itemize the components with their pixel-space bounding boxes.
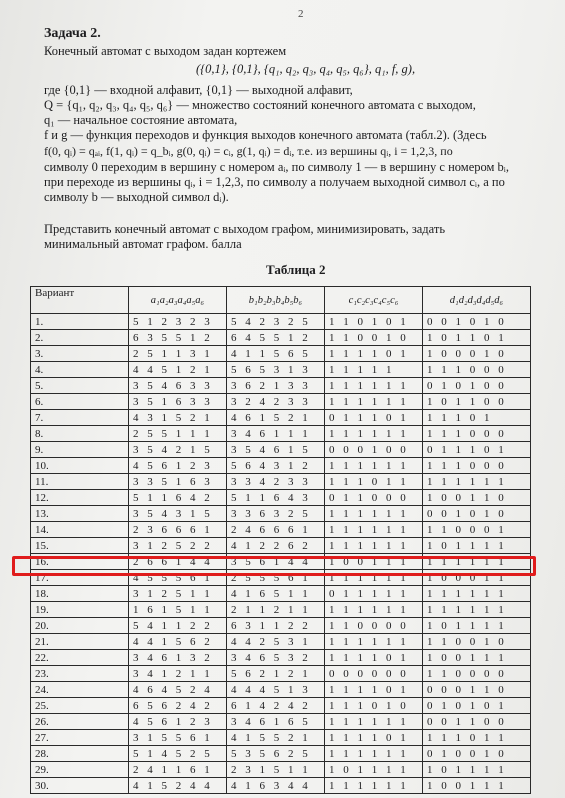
table-row	[31, 650, 531, 666]
definition-line: при переходе из вершины qᵢ, i = 1,2,3, по символу a получаем выходной символ cᵢ, а по	[44, 175, 505, 189]
value-cell: 5 4 2 3 2 5	[227, 314, 325, 330]
value-cell: 4 4 2 5 3 1	[227, 634, 325, 650]
value-cell: 1 0 1 1 1 1	[423, 538, 531, 554]
value-cell: 4 3 1 5 2 1	[129, 410, 227, 426]
variant-cell: 30.	[31, 778, 129, 794]
value-cell: 5 1 1 6 4 3	[227, 490, 325, 506]
value-cell: 3 1 2 5 1 1	[129, 586, 227, 602]
value-cell: 3 1 5 5 6 1	[129, 730, 227, 746]
table-row	[31, 346, 531, 362]
value-cell: 4 1 5 5 2 1	[227, 730, 325, 746]
automaton-tuple: ({0,1}, {0,1}, {q₁, q₂, q₃, q₄, q₅, q₆}, q₁, f, g),	[196, 62, 416, 76]
value-cell: 1 1 1 0 1	[423, 410, 531, 426]
value-cell: 1 0 0 0 1 0	[423, 346, 531, 362]
value-cell: 6 4 5 5 1 2	[227, 330, 325, 346]
variant-cell: 7.	[31, 410, 129, 426]
value-cell: 1 1 1 1 1 1	[325, 570, 423, 586]
value-cell: 3 4 6 1 6 5	[227, 714, 325, 730]
value-cell: 2 4 6 6 6 1	[227, 522, 325, 538]
value-cell: 1 1 1 1 1 1	[325, 426, 423, 442]
value-cell: 2 3 6 6 6 1	[129, 522, 227, 538]
value-cell: 1 1 1 1 1	[325, 362, 423, 378]
value-cell: 0 1 1 1 1 1	[325, 586, 423, 602]
variant-cell: 6.	[31, 394, 129, 410]
value-cell: 6 5 6 2 4 2	[129, 698, 227, 714]
value-cell: 1 1 1 1 1 1	[325, 634, 423, 650]
value-cell: 4 6 1 5 2 1	[227, 410, 325, 426]
variant-cell: 5.	[31, 378, 129, 394]
value-cell: 2 4 1 1 6 1	[129, 762, 227, 778]
table-row	[31, 762, 531, 778]
variant-cell: 13.	[31, 506, 129, 522]
table-row	[31, 602, 531, 618]
value-cell: 2 5 5 5 6 1	[227, 570, 325, 586]
value-cell: 3 5 4 6 1 5	[227, 442, 325, 458]
value-cell: 5 6 2 1 2 1	[227, 666, 325, 682]
header-b: b₁b₂b₃b₄b₅b₆	[227, 287, 325, 314]
value-cell: 3 3 5 1 6 3	[129, 474, 227, 490]
header-c: c₁c₂c₃c₄c₅c₆	[325, 287, 423, 314]
value-cell: 1 0 1 1 1 1	[325, 762, 423, 778]
value-cell: 1 1 0 0 1 0	[325, 330, 423, 346]
value-cell: 1 0 0 1 1 1	[325, 554, 423, 570]
variant-cell: 11.	[31, 474, 129, 490]
value-cell: 3 5 6 1 4 4	[227, 554, 325, 570]
value-cell: 5 6 5 3 1 3	[227, 362, 325, 378]
value-cell: 1 1 1 1 1 1	[325, 538, 423, 554]
table-row	[31, 314, 531, 330]
variant-cell: 28.	[31, 746, 129, 762]
value-cell: 1 1 1 1 1 1	[325, 506, 423, 522]
table-row	[31, 714, 531, 730]
variant-cell: 21.	[31, 634, 129, 650]
variant-cell: 29.	[31, 762, 129, 778]
header-variant: Вариант	[31, 287, 129, 314]
table-row	[31, 378, 531, 394]
table-row	[31, 682, 531, 698]
table-row	[31, 554, 531, 570]
variant-cell: 26.	[31, 714, 129, 730]
value-cell: 1 1 0 0 0 0	[325, 618, 423, 634]
value-cell: 2 6 6 1 4 4	[129, 554, 227, 570]
value-cell: 1 0 1 1 1 1	[423, 762, 531, 778]
value-cell: 6 3 1 1 2 2	[227, 618, 325, 634]
definition-line: q₁ — начальное состояние автомата,	[44, 113, 238, 127]
value-cell: 1 1 1 0 0 0	[423, 458, 531, 474]
value-cell: 1 1 1 1 1 1	[325, 394, 423, 410]
value-cell: 1 1 1 1 1 1	[325, 602, 423, 618]
value-cell: 1 1 1 1 1 1	[423, 602, 531, 618]
value-cell: 5 1 4 5 2 5	[129, 746, 227, 762]
table-row	[31, 698, 531, 714]
value-cell: 1 1 1 1 1 1	[423, 554, 531, 570]
variant-cell: 23.	[31, 666, 129, 682]
value-cell: 4 5 6 1 2 3	[129, 714, 227, 730]
table-row	[31, 330, 531, 346]
value-cell: 3 3 4 2 3 3	[227, 474, 325, 490]
variant-cell: 17.	[31, 570, 129, 586]
value-cell: 1 1 0 1 0 1	[325, 314, 423, 330]
value-cell: 1 0 0 1 1 1	[423, 650, 531, 666]
value-cell: 0 0 0 0 0 0	[325, 666, 423, 682]
value-cell: 1 1 1 1 1 1	[423, 586, 531, 602]
table-row	[31, 426, 531, 442]
value-cell: 3 4 6 1 1 1	[227, 426, 325, 442]
value-cell: 1 1 1 1 1 1	[325, 458, 423, 474]
value-cell: 3 4 6 5 3 2	[227, 650, 325, 666]
definition-line: символу 0 переходим в вершину с номером aᵢ, по символу 1 — в вершину с номером bᵢ,	[44, 160, 509, 174]
page-number: 2	[298, 8, 304, 20]
table-row	[31, 490, 531, 506]
value-cell: 3 2 4 2 3 3	[227, 394, 325, 410]
value-cell: 3 1 2 5 2 2	[129, 538, 227, 554]
value-cell: 0 1 1 0 0 0	[325, 490, 423, 506]
value-cell: 1 1 1 1 1 1	[423, 474, 531, 490]
table-row	[31, 730, 531, 746]
value-cell: 1 6 1 5 1 1	[129, 602, 227, 618]
value-cell: 1 1 1 1 0 1	[325, 346, 423, 362]
value-cell: 4 1 6 5 1 1	[227, 586, 325, 602]
value-cell: 0 1 1 1 0 1	[423, 442, 531, 458]
task-line: минимальный автомат графом. балла	[44, 237, 242, 251]
table-row	[31, 586, 531, 602]
value-cell: 1 0 1 1 1 1	[423, 618, 531, 634]
value-cell: 0 0 1 1 0 0	[423, 714, 531, 730]
header-a: a₁a₂a₃a₄a₅a₆	[129, 287, 227, 314]
value-cell: 1 1 1 0 0 0	[423, 426, 531, 442]
value-cell: 4 6 4 5 2 4	[129, 682, 227, 698]
variant-cell: 9.	[31, 442, 129, 458]
variant-cell: 15.	[31, 538, 129, 554]
table-row	[31, 746, 531, 762]
definition-line: символу b — выходной символ dᵢ).	[44, 190, 229, 204]
table-title: Таблица 2	[266, 262, 326, 277]
value-cell: 1 0 1 1 0 1	[423, 330, 531, 346]
value-cell: 2 1 1 2 1 1	[227, 602, 325, 618]
variant-cell: 8.	[31, 426, 129, 442]
value-cell: 0 0 1 0 1 0	[423, 314, 531, 330]
value-cell: 5 3 5 6 2 5	[227, 746, 325, 762]
variant-cell: 24.	[31, 682, 129, 698]
table-body	[31, 314, 531, 794]
value-cell: 5 1 1 6 4 2	[129, 490, 227, 506]
table-row	[31, 522, 531, 538]
variant-cell: 18.	[31, 586, 129, 602]
table-row	[31, 618, 531, 634]
variant-cell: 27.	[31, 730, 129, 746]
value-cell: 2 5 5 1 1 1	[129, 426, 227, 442]
table-row	[31, 778, 531, 794]
value-cell: 4 5 5 5 6 1	[129, 570, 227, 586]
table-row	[31, 458, 531, 474]
variants-table	[30, 286, 531, 794]
value-cell: 1 0 0 1 1 0	[423, 490, 531, 506]
value-cell: 0 1 0 1 0 0	[423, 378, 531, 394]
table-header-row	[31, 287, 531, 314]
definition-line: где {0,1} — входной алфавит, {0,1} — выходной алфавит,	[44, 83, 353, 97]
value-cell: 2 3 1 5 1 1	[227, 762, 325, 778]
value-cell: 4 1 2 2 6 2	[227, 538, 325, 554]
variant-cell: 14.	[31, 522, 129, 538]
variant-cell: 3.	[31, 346, 129, 362]
variant-cell: 10.	[31, 458, 129, 474]
value-cell: 5 1 2 3 2 3	[129, 314, 227, 330]
table-row	[31, 634, 531, 650]
variant-cell: 1.	[31, 314, 129, 330]
variant-cell: 16.	[31, 554, 129, 570]
table-row	[31, 538, 531, 554]
variant-cell: 20.	[31, 618, 129, 634]
value-cell: 3 3 6 3 2 5	[227, 506, 325, 522]
value-cell: 0 1 0 0 1 0	[423, 746, 531, 762]
table-row	[31, 506, 531, 522]
definition-line: f(0, qᵢ) = qₐᵢ, f(1, qᵢ) = q_bᵢ, g(0, qᵢ) = cᵢ, g(1, qᵢ) = dᵢ, т.е. из вершины qᵢ, i = 1,2,3, по	[44, 144, 453, 158]
value-cell: 5 4 1 1 2 2	[129, 618, 227, 634]
value-cell: 1 1 1 1 1 1	[325, 378, 423, 394]
definition-line: f и g — функция переходов и функция выходов конечного автомата (табл.2). (Здесь	[44, 128, 487, 142]
value-cell: 4 5 6 1 2 3	[129, 458, 227, 474]
variant-cell: 19.	[31, 602, 129, 618]
value-cell: 1 1 1 1 0 1	[325, 682, 423, 698]
value-cell: 3 4 1 2 1 1	[129, 666, 227, 682]
variant-cell: 4.	[31, 362, 129, 378]
value-cell: 0 1 1 1 0 1	[325, 410, 423, 426]
value-cell: 1 1 0 0 1 0	[423, 634, 531, 650]
table-row	[31, 666, 531, 682]
value-cell: 6 1 4 2 4 2	[227, 698, 325, 714]
value-cell: 1 1 1 0 0 0	[423, 362, 531, 378]
value-cell: 1 1 0 0 0 0	[423, 666, 531, 682]
table-row	[31, 474, 531, 490]
value-cell: 3 5 4 2 1 5	[129, 442, 227, 458]
value-cell: 4 1 5 2 4 4	[129, 778, 227, 794]
value-cell: 4 4 5 1 2 1	[129, 362, 227, 378]
value-cell: 0 0 0 1 1 0	[423, 682, 531, 698]
task-line: Представить конечный автомат с выходом графом, минимизировать, задать	[44, 222, 446, 236]
value-cell: 1 1 1 1 0 1	[325, 650, 423, 666]
value-cell: 0 0 0 1 0 0	[325, 442, 423, 458]
value-cell: 1 1 0 0 0 1	[423, 522, 531, 538]
value-cell: 3 5 4 6 3 3	[129, 378, 227, 394]
header-d: d₁d₂d₃d₄d₅d₆	[423, 287, 531, 314]
variant-cell: 2.	[31, 330, 129, 346]
value-cell: 4 4 1 5 6 2	[129, 634, 227, 650]
value-cell: 4 1 6 3 4 4	[227, 778, 325, 794]
table-row	[31, 410, 531, 426]
value-cell: 2 5 1 1 3 1	[129, 346, 227, 362]
value-cell: 4 1 1 5 6 5	[227, 346, 325, 362]
table-row	[31, 570, 531, 586]
value-cell: 1 1 1 0 1 1	[423, 730, 531, 746]
value-cell: 3 5 4 3 1 5	[129, 506, 227, 522]
definition-line: Q = {q₁, q₂, q₃, q₄, q₅, q₆} — множество состояний конечного автомата с выходом,	[44, 98, 476, 112]
variant-cell: 25.	[31, 698, 129, 714]
task-title: Задача 2.	[44, 26, 101, 41]
value-cell: 1 1 1 1 1 1	[325, 522, 423, 538]
value-cell: 5 6 4 3 1 2	[227, 458, 325, 474]
variant-cell: 12.	[31, 490, 129, 506]
value-cell: 1 0 0 1 1 1	[423, 778, 531, 794]
value-cell: 1 1 1 1 1 1	[325, 746, 423, 762]
value-cell: 3 5 1 6 3 3	[129, 394, 227, 410]
value-cell: 1 1 1 0 1 0	[325, 698, 423, 714]
intro-text: Конечный автомат с выходом задан кортежем	[44, 44, 287, 58]
value-cell: 3 4 6 1 3 2	[129, 650, 227, 666]
table-row	[31, 442, 531, 458]
value-cell: 3 6 2 1 3 3	[227, 378, 325, 394]
value-cell: 1 1 1 0 1 1	[325, 474, 423, 490]
value-cell: 0 0 1 0 1 0	[423, 506, 531, 522]
table-row	[31, 394, 531, 410]
value-cell: 6 3 5 5 1 2	[129, 330, 227, 346]
value-cell: 1 1 1 1 1 1	[325, 714, 423, 730]
value-cell: 0 1 0 1 0 1	[423, 698, 531, 714]
table-row	[31, 362, 531, 378]
value-cell: 1 1 1 1 0 1	[325, 730, 423, 746]
value-cell: 1 0 0 0 1 1	[423, 570, 531, 586]
value-cell: 4 4 4 5 1 3	[227, 682, 325, 698]
variant-cell: 22.	[31, 650, 129, 666]
value-cell: 1 1 1 1 1 1	[325, 778, 423, 794]
value-cell: 1 0 1 1 0 0	[423, 394, 531, 410]
